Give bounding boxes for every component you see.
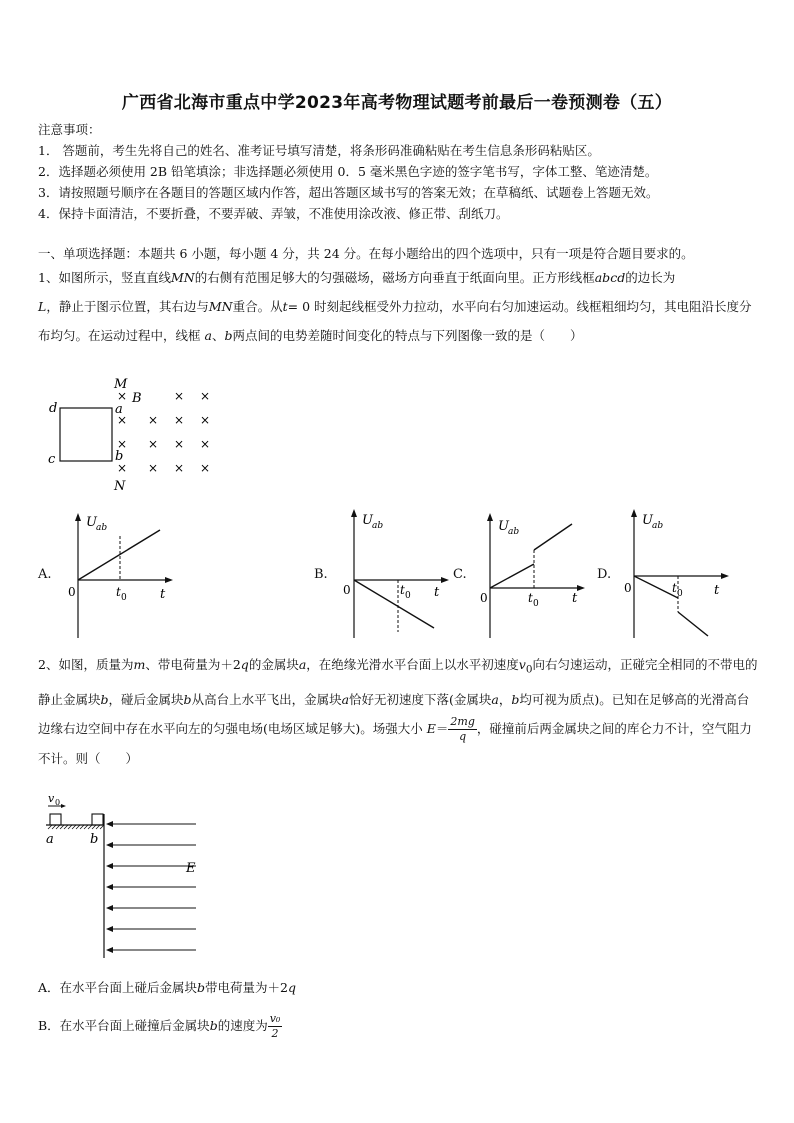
graph-c [478, 512, 588, 642]
svg-text:B: B [132, 391, 142, 406]
svg-text:0: 0 [480, 591, 488, 605]
field-cross: × [200, 461, 211, 475]
svg-text:U: U [498, 519, 509, 534]
svg-text:t: t [528, 591, 533, 605]
svg-text:U: U [86, 515, 97, 530]
svg-text:t: t [160, 587, 166, 602]
field-cross: × [117, 389, 128, 403]
svg-text:v: v [48, 792, 55, 805]
svg-text:d: d [49, 401, 58, 416]
field-cross: × [174, 389, 185, 403]
svg-text:0: 0 [533, 599, 539, 609]
field-cross: × [174, 413, 185, 427]
svg-text:0: 0 [624, 581, 632, 595]
field-cross: × [200, 413, 211, 427]
svg-text:ab: ab [96, 523, 108, 533]
svg-text:E: E [186, 861, 196, 876]
notice-item-3: 3．请按照题号顺序在各题目的答题区域内作答，超出答题区域书写的答案无效；在草稿纸、试题卷上答题无效。 [38, 185, 659, 200]
field-arrowhead [106, 884, 113, 890]
graph-a [66, 512, 176, 642]
section-heading: 一、单项选择题：本题共 6 小题，每小题 4 分，共 24 分。在每小题给出的四个选项中，只有一项是符合题目要求的。 [38, 246, 694, 261]
svg-text:t: t [434, 585, 440, 600]
svg-text:0: 0 [405, 591, 411, 601]
notice-item-1: 1． 答题前，考生先将自己的姓名、准考证号填写清楚，将条形码准确粘贴在考生信息条形码粘贴区。 [38, 143, 600, 158]
q2-option-b[interactable]: B．在水平台面上碰撞后金属块b的速度为 $\frac{\text{v₀}}{2}$ [38, 1012, 281, 1040]
option-d-label[interactable]: D. [597, 567, 612, 582]
option-a-label[interactable]: A. [38, 567, 52, 582]
svg-text:N: N [114, 479, 126, 494]
field-cross: × [117, 461, 128, 475]
notice-item-4: 4．保持卡面清洁，不要折叠，不要弄破、弄皱，不准使用涂改液、修正带、刮纸刀。 [38, 206, 509, 221]
field-arrowhead [106, 863, 113, 869]
field-cross: × [174, 437, 185, 451]
graph-d [622, 508, 732, 643]
field-cross: × [200, 437, 211, 451]
svg-text:t: t [672, 581, 677, 595]
option-b-label[interactable]: B. [314, 567, 328, 582]
field-cross: × [117, 413, 128, 427]
field-fraction: $\frac{2mg}{q}$ [450, 714, 475, 743]
svg-text:0: 0 [343, 583, 351, 597]
svg-text:ab: ab [652, 521, 664, 531]
svg-text:c: c [48, 452, 56, 467]
page-title: 广西省北海市重点中学2023年高考物理试题考前最后一卷预测卷（五） [121, 93, 673, 113]
field-cross: × [148, 413, 159, 427]
svg-text:0: 0 [121, 593, 127, 603]
field-arrowhead [106, 947, 113, 953]
field-cross: × [148, 437, 159, 451]
svg-text:t: t [116, 585, 121, 599]
svg-text:t: t [400, 583, 405, 597]
field-cross: × [148, 461, 159, 475]
svg-text:0: 0 [68, 585, 76, 599]
svg-text:b: b [90, 832, 99, 847]
svg-text:ab: ab [372, 521, 384, 531]
q2-option-a[interactable]: A．在水平台面上碰后金属块b带电荷量为＋2q [38, 980, 297, 995]
option-c-label[interactable]: C. [453, 567, 467, 582]
velocity-fraction: $\frac{\text{v₀}}{2}$ [269, 1012, 281, 1040]
question-2-text: 2、如图，质量为m、带电荷量为＋2q的金属块a，在绝缘光滑水平台面上以水平初速度$v_0$向右匀速运动，正碰完全相同的不带电的静止金属块b，碰后金属块b从高台上水平飞出，金属块a恰好无初速度下落(金属块a，b均可视为质点)。已知在足够高的光滑高台边缘右边空间中存在水平向左的匀强电场(电场区域足够大)。场强大小 E＝ $\frac{2mg}{q}$ ，碰撞前后两金属块之间的库仑力不计，空气阻力不计。则（ ） [38, 657, 758, 766]
field-arrowhead [106, 821, 113, 827]
svg-text:a: a [115, 402, 123, 417]
loop-field-figure [44, 372, 224, 497]
svg-text:M: M [114, 377, 128, 392]
field-arrowhead [106, 842, 113, 848]
svg-text:t: t [714, 583, 720, 598]
graph-b [342, 508, 452, 643]
svg-text:ab: ab [508, 527, 520, 537]
field-cross: × [174, 461, 185, 475]
svg-text:a: a [46, 832, 54, 847]
question-1-text: 1、如图所示，竖直直线MN的右侧有范围足够大的匀强磁场，磁场方向垂直于纸面向里。正方形线框abcd的边长为 L，静止于图示位置，其右边与MN重合。从t= 0 时刻起线框受外力拉动，水平向右匀加速运动。线框粗细均匀，其电阻沿长度分布均匀。在运动过程中，线框 a、b两点间的电势差随时间变化的特点与下列图像一致的是（ ） [38, 270, 752, 343]
platform-field-figure [38, 790, 208, 960]
svg-text:t: t [572, 591, 578, 606]
notice-heading: 注意事项： [38, 122, 101, 137]
svg-text:0: 0 [55, 798, 61, 807]
svg-text:b: b [115, 449, 124, 464]
field-cross: × [200, 389, 211, 403]
field-arrowhead [106, 926, 113, 932]
svg-text:U: U [642, 513, 653, 528]
notice-item-2: 2．选择题必须使用 2B 铅笔填涂；非选择题必须使用 0．5 毫米黑色字迹的签字笔书写，字体工整、笔迹清楚。 [38, 164, 658, 179]
svg-text:U: U [362, 513, 373, 528]
field-arrowhead [106, 905, 113, 911]
svg-text:0: 0 [677, 589, 683, 599]
field-cross: × [117, 437, 128, 451]
